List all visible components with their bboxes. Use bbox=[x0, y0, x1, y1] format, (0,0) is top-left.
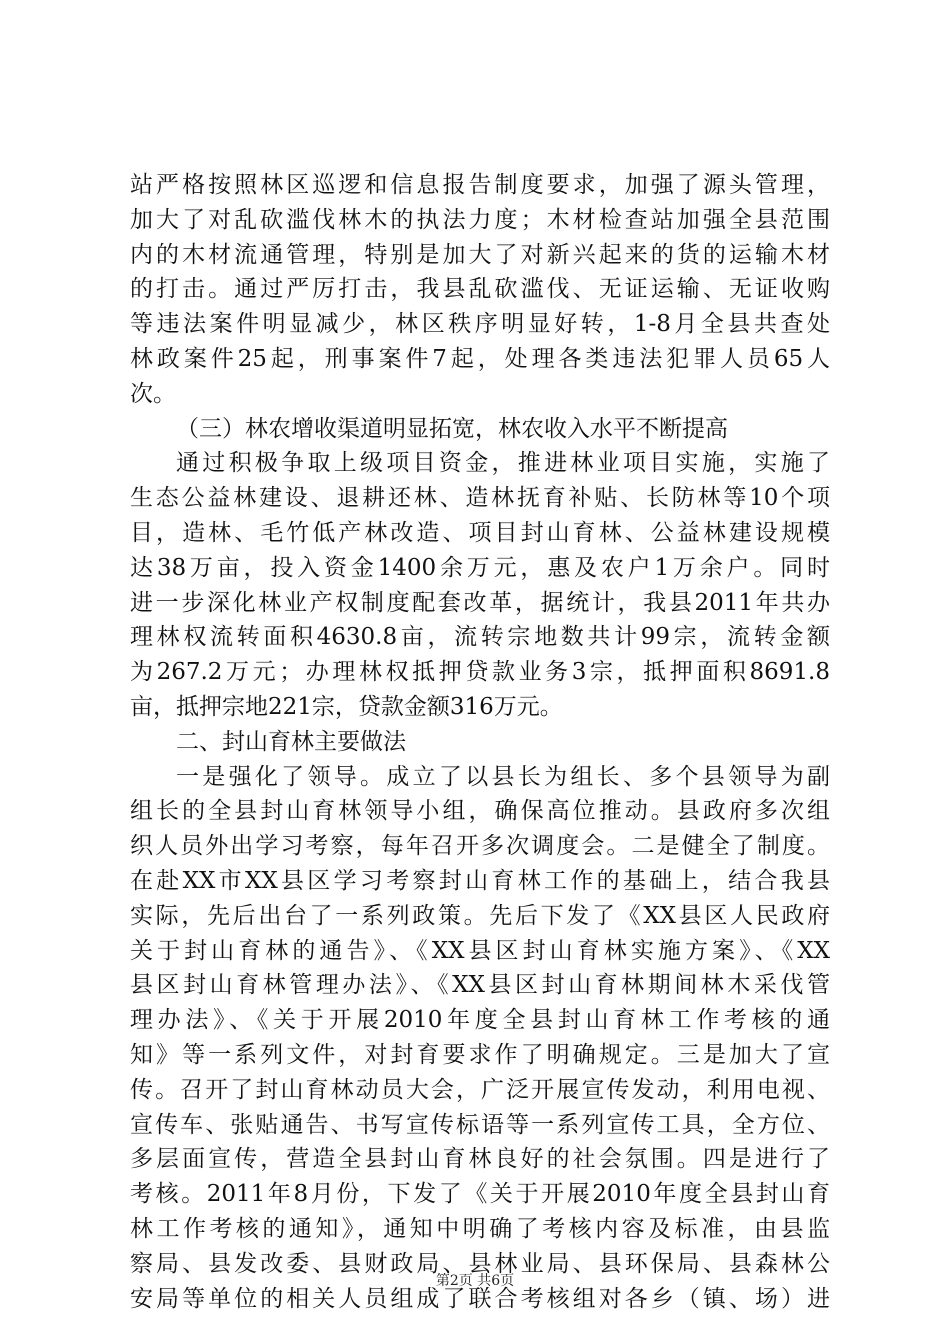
text-line: 等违法案件明显减少，林区秩序明显好转，1-8月全县共查处 bbox=[130, 311, 830, 338]
text-line: 进一步深化林业产权制度配套改革，据统计，我县2011年共办 bbox=[130, 589, 830, 616]
text-line: 察局、县发改委、县财政局、县林业局、县环保局、县森林公 bbox=[130, 1250, 830, 1277]
page-footer: 第2页 共6页 bbox=[435, 1273, 515, 1289]
text-line: 林工作考核的通知》，通知中明确了考核内容及标准，由县监 bbox=[130, 1215, 830, 1242]
text-line: 理办法》、《关于开展2010年度全县封山育林工作考核的通 bbox=[130, 1007, 830, 1034]
text-line: 县区封山育林管理办法》、《XX县区封山育林期间林木采伐管 bbox=[130, 972, 830, 999]
text-line: 实际，先后出台了一系列政策。先后下发了《XX县区人民政府 bbox=[130, 902, 830, 929]
text-line: 多层面宣传，营造全县封山育林良好的社会氛围。四是进行了 bbox=[130, 1146, 830, 1173]
text-line: 站严格按照林区巡逻和信息报告制度要求，加强了源头管理， bbox=[130, 172, 830, 198]
text-line: 二、封山育林主要做法 bbox=[176, 728, 406, 755]
text-line: 为267.2万元；办理林权抵押贷款业务3宗，抵押面积8691.8 bbox=[130, 659, 830, 686]
document-body bbox=[130, 168, 830, 1316]
text-line: 考核。2011年8月份，下发了《关于开展2010年度全县封山育 bbox=[130, 1181, 830, 1208]
text-line: 宣传车、张贴通告、书写宣传标语等一系列宣传工具，全方位、 bbox=[130, 1111, 830, 1138]
text-line: 组长的全县封山育林领导小组，确保高位推动。县政府多次组 bbox=[130, 798, 830, 825]
text-line: 安局等单位的相关人员组成了联合考核组对各乡（镇、场）进 bbox=[130, 1285, 830, 1312]
text-line: 目，造林、毛竹低产林改造、项目封山育林、公益林建设规模 bbox=[130, 519, 830, 546]
text-line: 传。召开了封山育林动员大会，广泛开展宣传发动，利用电视、 bbox=[130, 1076, 830, 1103]
text-line: 内的木材流通管理，特别是加大了对新兴起来的货的运输木材 bbox=[130, 241, 830, 268]
text-line: 达38万亩，投入资金1400余万元，惠及农户1万余户。同时 bbox=[130, 554, 830, 581]
text-line: 加大了对乱砍滥伐林木的执法力度；木材检查站加强全县范围 bbox=[130, 206, 830, 233]
text-line: 织人员外出学习考察，每年召开多次调度会。二是健全了制度。 bbox=[130, 833, 830, 860]
text-line: 一是强化了领导。成立了以县长为组长、多个县领导为副 bbox=[176, 763, 830, 790]
text-line: 关于封山育林的通告》、《XX县区封山育林实施方案》、《XX bbox=[130, 937, 830, 964]
text-line: 在赴XX市XX县区学习考察封山育林工作的基础上，结合我县 bbox=[130, 867, 830, 894]
text-line: （三）林农增收渠道明显拓宽，林农收入水平不断提高 bbox=[176, 415, 728, 442]
text-line: 理林权流转面积4630.8亩，流转宗地数共计99宗，流转金额 bbox=[130, 624, 830, 651]
text-line: 次。 bbox=[130, 380, 176, 407]
text-line: 林政案件25起，刑事案件7起，处理各类违法犯罪人员65人 bbox=[130, 345, 830, 372]
text-line: 的打击。通过严厉打击，我县乱砍滥伐、无证运输、无证收购 bbox=[130, 276, 830, 303]
text-line: 通过积极争取上级项目资金，推进林业项目实施，实施了 bbox=[176, 450, 830, 477]
text-line: 亩，抵押宗地221宗，贷款金额316万元。 bbox=[130, 693, 563, 720]
text-line: 知》等一系列文件，对封育要求作了明确规定。三是加大了宣 bbox=[130, 1041, 830, 1068]
text-line: 生态公益林建设、退耕还林、造林抚育补贴、长防林等10个项 bbox=[130, 485, 830, 512]
